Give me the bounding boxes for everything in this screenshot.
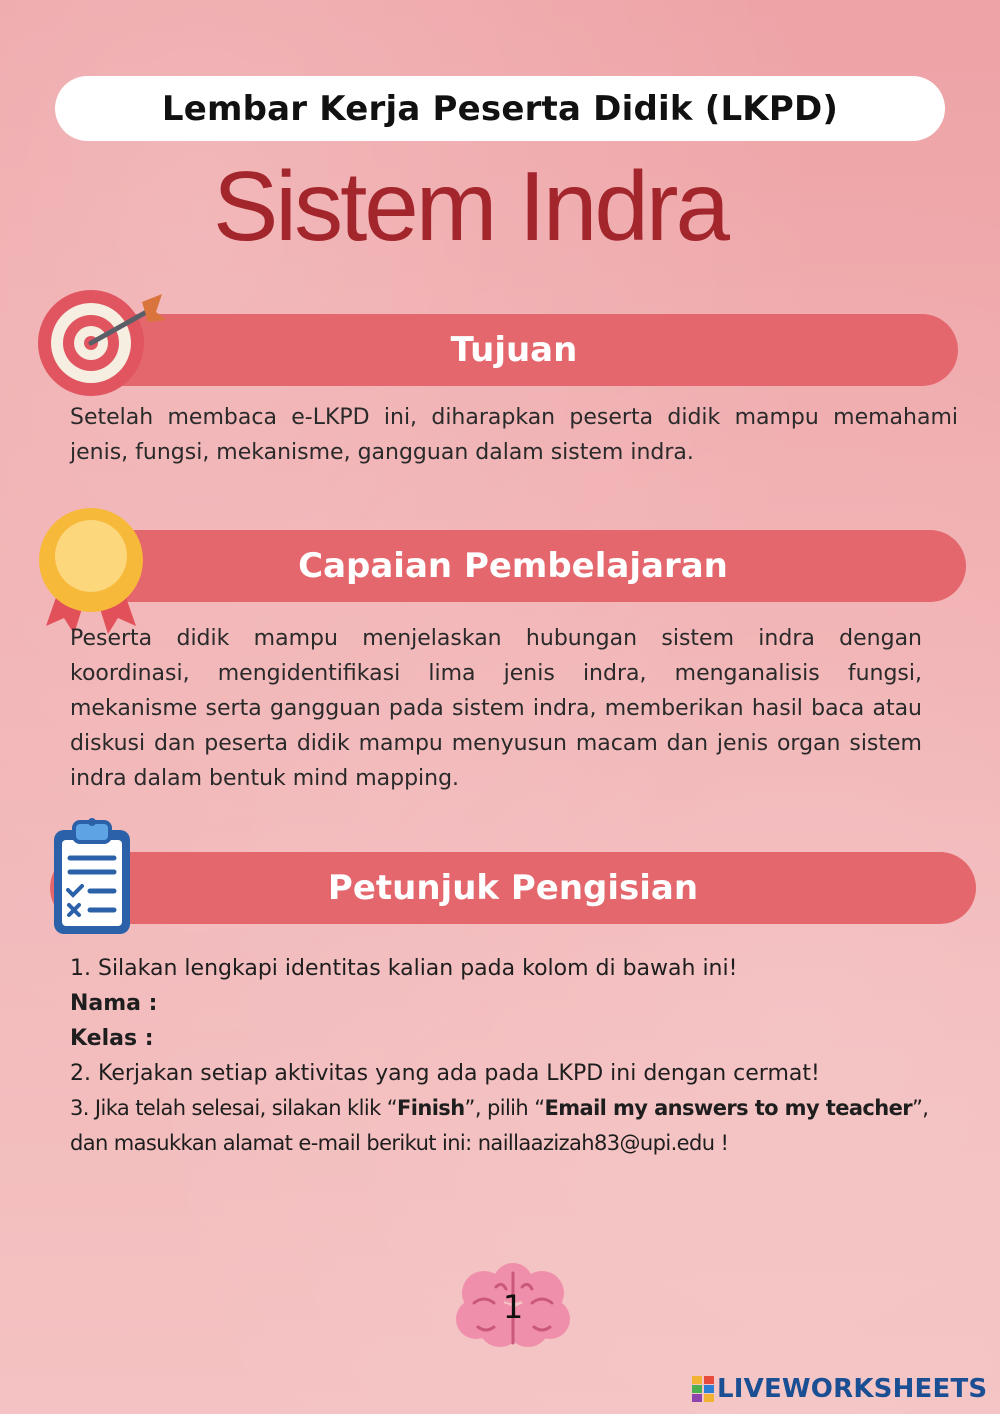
instructions-list [70,951,980,1161]
tujuan-heading: Tujuan [450,330,578,370]
step-3 [70,1091,980,1126]
page-number: 1 [502,1288,524,1326]
nama-label: Nama : [70,991,158,1016]
step-3-line-2: dan masukkan alamat e-mail berikut ini: naillaazizah83@upi.edu ! [70,1131,729,1155]
petunjuk-heading: Petunjuk Pengisian [327,868,699,908]
liveworksheets-brand[interactable] [692,1373,987,1405]
step-2: 2. Kerjakan setiap aktivitas yang ada pada LKPD ini dengan cermat! [70,1061,820,1086]
capaian-banner [60,530,966,602]
nama-field[interactable] [70,986,980,1021]
liveworksheets-logo-icon [692,1376,714,1402]
email-keyword: Email my answers to my teacher [544,1096,913,1120]
tujuan-text: Setelah membaca e-LKPD ini, diharapkan peserta didik mampu memahami jenis, fungsi, mekanisme, gangguan dalam sistem indra. [70,405,958,465]
brand-name: LIVEWORKSHEETS [717,1374,988,1404]
target-icon [38,290,168,396]
title-pill [55,76,945,141]
kelas-field[interactable] [70,1021,980,1056]
capaian-heading: Capaian Pembelajaran [298,546,728,586]
step-3-text-c: ”, [912,1096,929,1120]
petunjuk-banner [50,852,976,924]
page-title: Lembar Kerja Peserta Didik (LKPD) [161,88,839,129]
kelas-label: Kelas : [70,1026,154,1051]
topic-title: Sistem Indra [212,151,728,261]
step-3-text-b: ”, pilih “ [464,1096,545,1120]
medal-icon [38,508,144,636]
tujuan-banner [70,314,958,386]
finish-keyword: Finish [397,1096,465,1120]
step-1: 1. Silakan lengkapi identitas kalian pada kolom di bawah ini! [70,956,738,981]
step-3-text-a: 3. Jika telah selesai, silakan klik “ [70,1096,397,1120]
clipboard-icon [52,816,132,936]
capaian-text: Peserta didik mampu menjelaskan hubungan sistem indra dengan koordinasi, mengidentifikasi lima jenis indra, menganalisis fungsi, mekanisme serta gangguan pada sistem indra, memberikan hasil baca atau diskusi dan peserta didik mampu menyusun macam dan jenis organ sistem indra dalam bentuk mind mapping. [70,626,922,791]
